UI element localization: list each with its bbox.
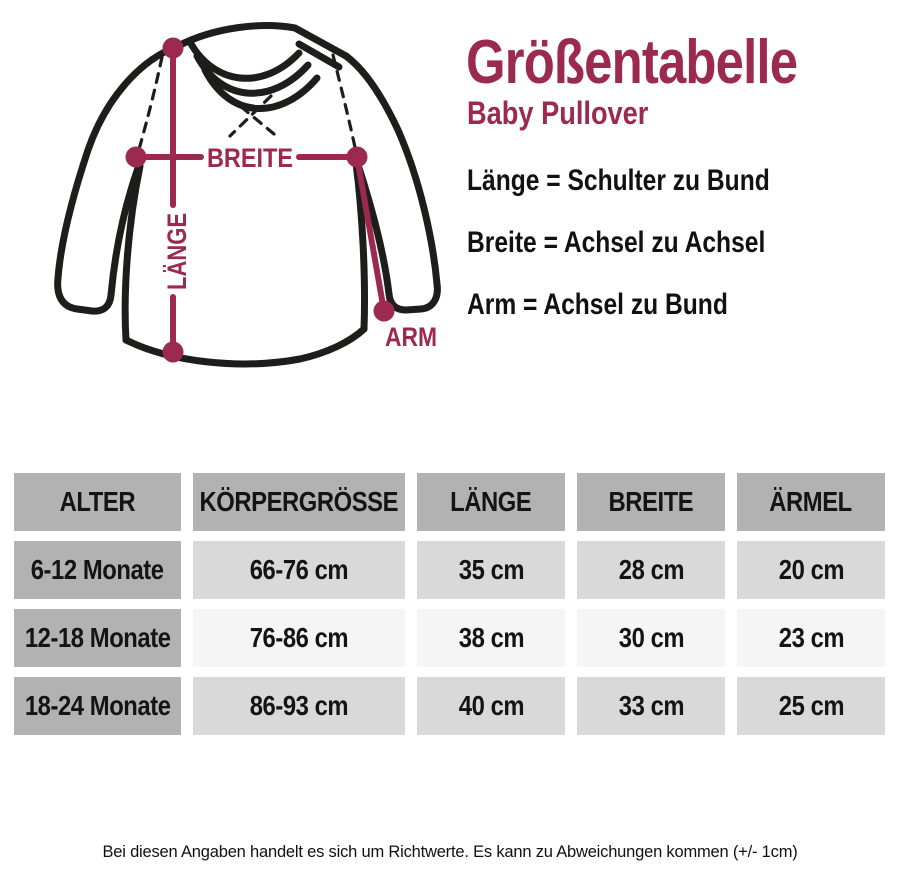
column-header-breite: BREITE	[577, 473, 725, 531]
definition-arm: Arm = Achsel zu Bund	[467, 288, 728, 321]
cell-koerpergroesse: 66-76 cm	[193, 541, 405, 599]
cell-aermel: 20 cm	[737, 541, 885, 599]
cell-laenge: 40 cm	[417, 677, 565, 735]
right-armpit-dot	[347, 147, 368, 168]
size-table	[14, 473, 885, 735]
sweater-diagram	[0, 0, 460, 400]
definition-breite: Breite = Achsel zu Achsel	[467, 226, 766, 259]
laenge-label: LÄNGE	[162, 195, 192, 290]
cell-aermel: 25 cm	[737, 677, 885, 735]
page-subtitle: Baby Pullover	[467, 95, 649, 131]
hem-dot	[163, 342, 184, 363]
cuff-dot	[374, 301, 395, 322]
cell-breite: 30 cm	[577, 609, 725, 667]
cell-alter: 18-24 Monate	[14, 677, 181, 735]
left-armpit-dot	[126, 147, 147, 168]
cell-breite: 28 cm	[577, 541, 725, 599]
measurement-dots	[126, 38, 395, 363]
cell-koerpergroesse: 76-86 cm	[193, 609, 405, 667]
cell-koerpergroesse: 86-93 cm	[193, 677, 405, 735]
shoulder-dot	[163, 38, 184, 59]
column-header-koerpergroesse: KÖRPERGRÖSSE	[193, 473, 405, 531]
measure-definitions	[467, 164, 836, 350]
column-header-aermel: ÄRMEL	[737, 473, 885, 531]
cell-aermel: 23 cm	[737, 609, 885, 667]
page-title: Größentabelle	[466, 28, 798, 97]
definition-laenge: Länge = Schulter zu Bund	[467, 164, 770, 197]
cell-alter: 12-18 Monate	[14, 609, 181, 667]
column-header-laenge: LÄNGE	[417, 473, 565, 531]
arm-label: ARM	[385, 322, 437, 352]
disclaimer-note: Bei diesen Angaben handelt es sich um Richtwerte. Es kann zu Abweichungen kommen (+/- 1cm)	[102, 843, 798, 861]
breite-label: BREITE	[207, 143, 293, 173]
cell-breite: 33 cm	[577, 677, 725, 735]
cell-laenge: 35 cm	[417, 541, 565, 599]
cell-alter: 6-12 Monate	[14, 541, 181, 599]
cell-laenge: 38 cm	[417, 609, 565, 667]
column-header-alter: ALTER	[14, 473, 181, 531]
